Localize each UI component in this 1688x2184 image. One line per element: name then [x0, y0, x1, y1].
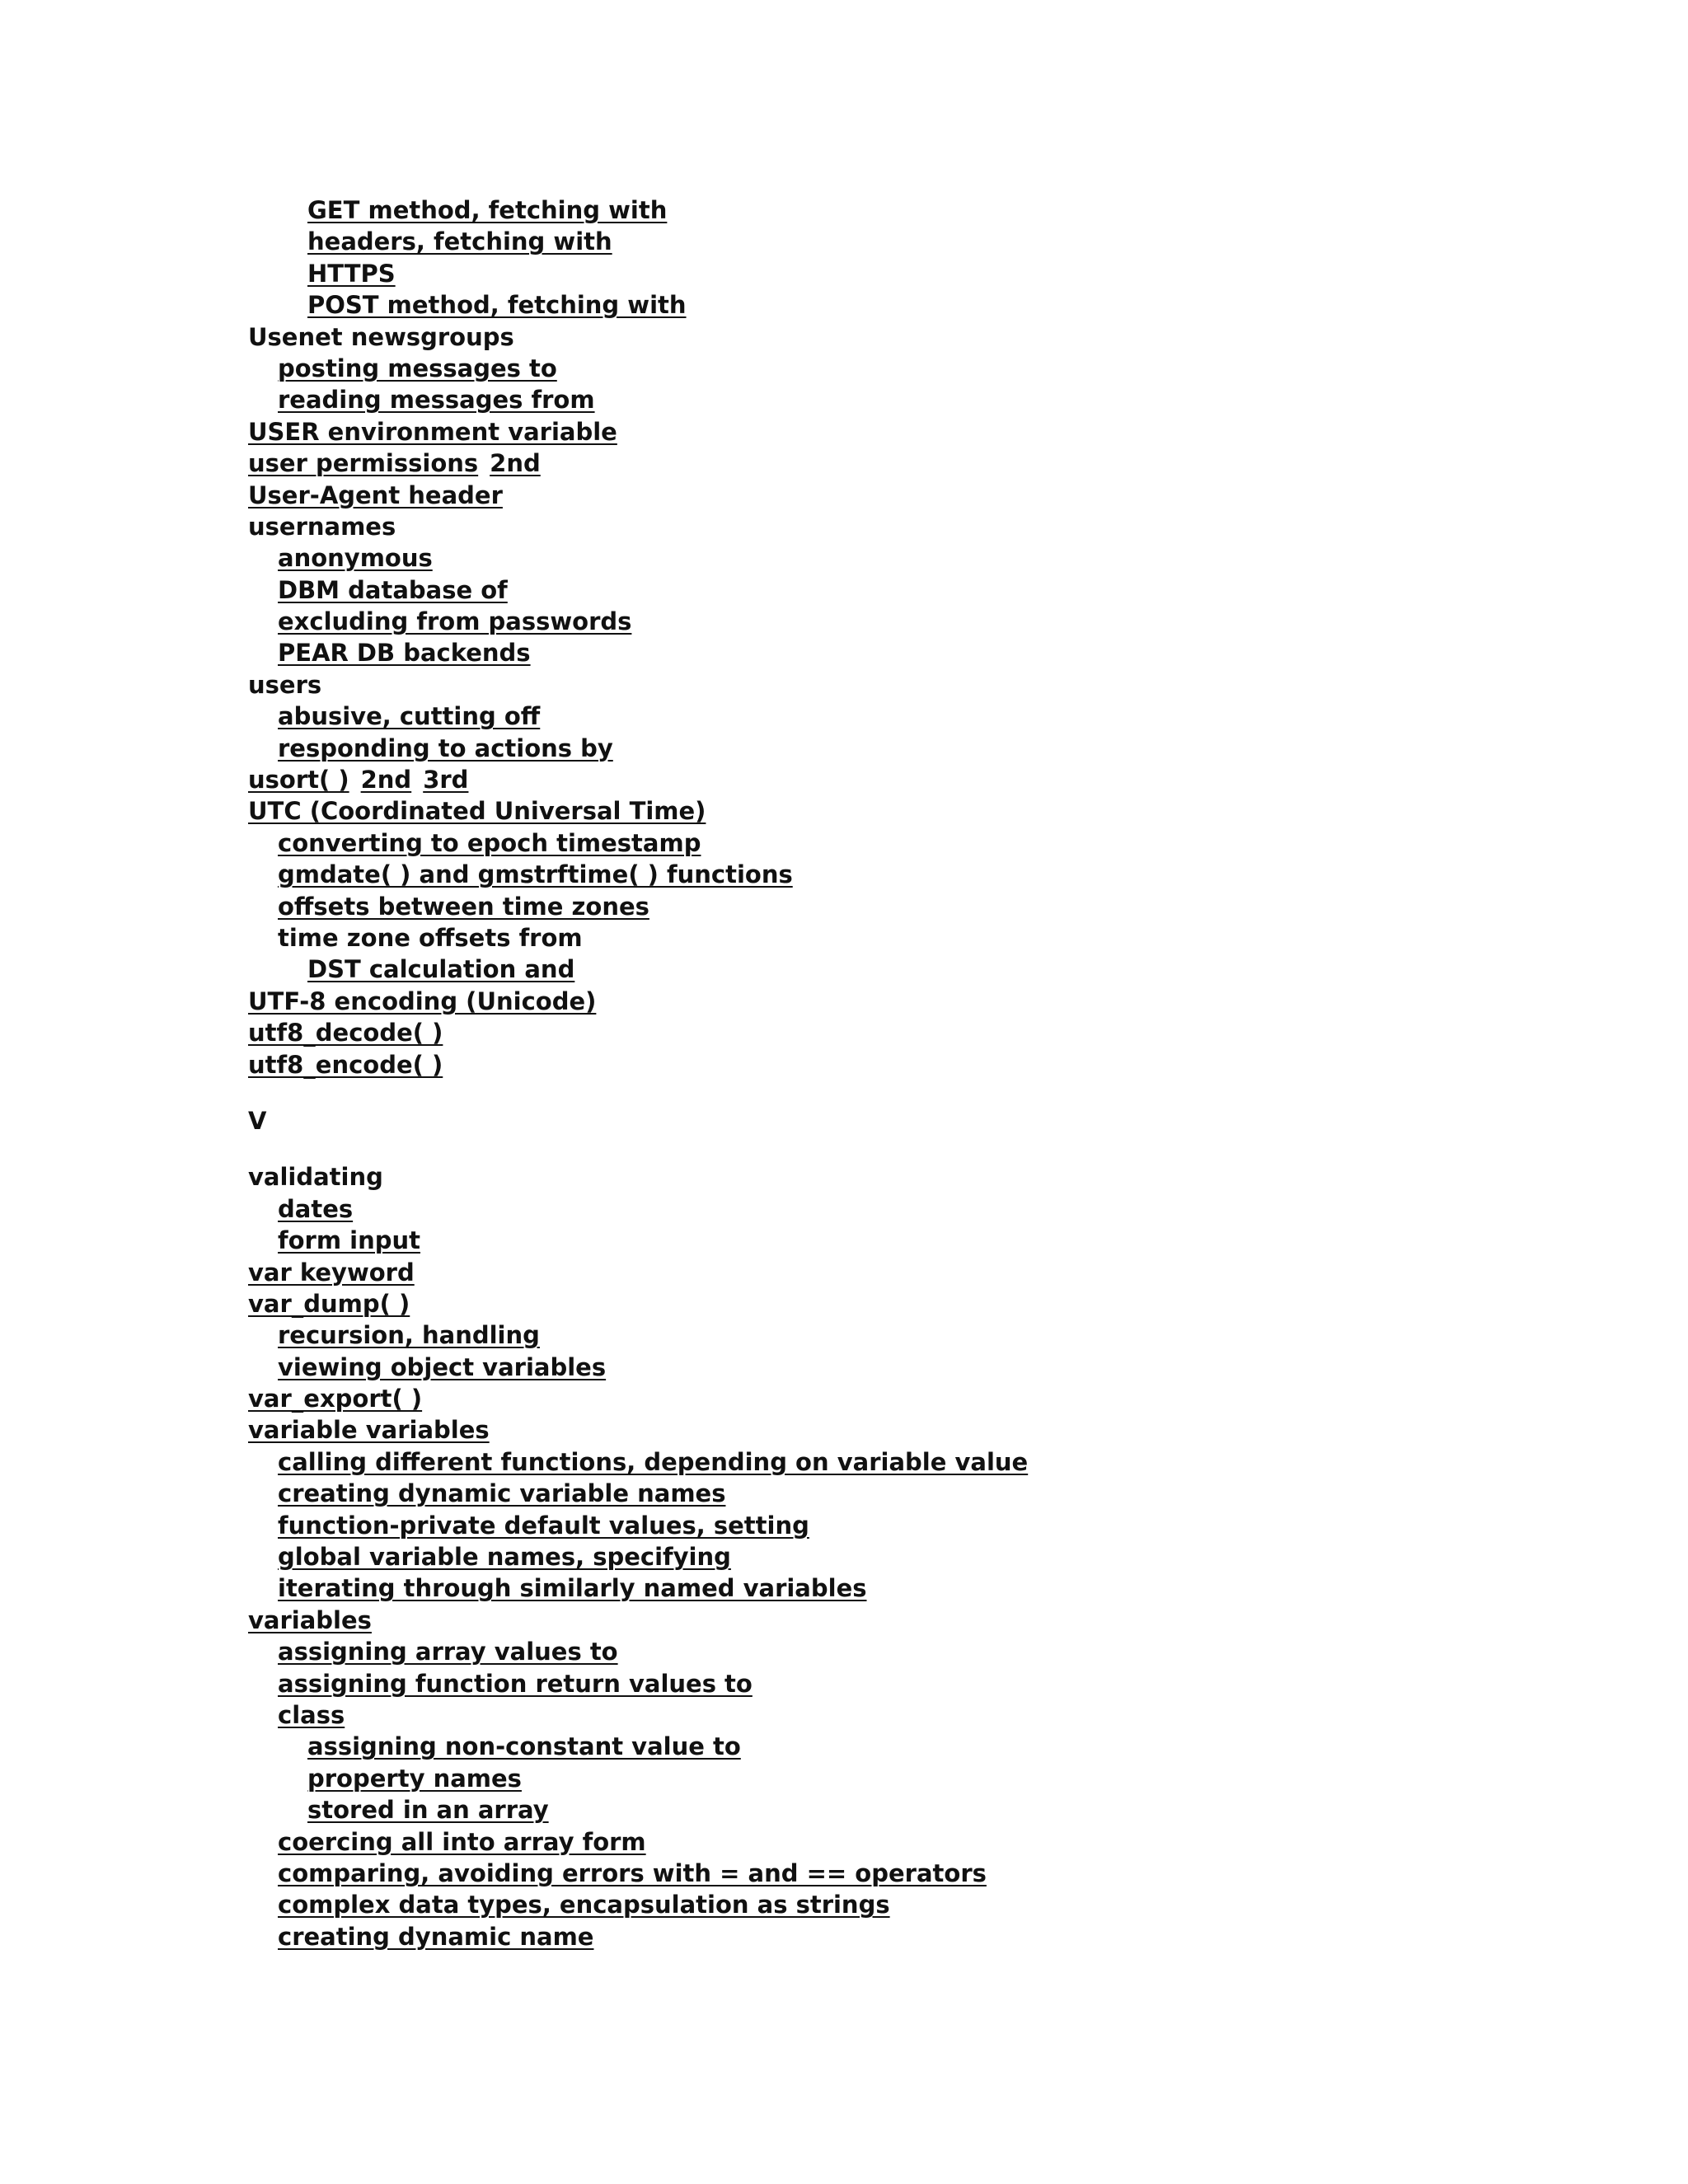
index-entry	[248, 986, 1484, 1017]
index-entry	[248, 606, 1484, 637]
index-entry	[248, 1510, 1484, 1541]
index-entry	[248, 859, 1484, 890]
index-link-dates[interactable]: dates	[278, 1194, 354, 1223]
index-entry	[248, 1668, 1484, 1699]
index-entry	[248, 1541, 1484, 1572]
index-entry	[248, 764, 1484, 795]
index-link-complex-data-types-encapsulation-as-strings[interactable]: complex data types, encapsulation as strings	[278, 1891, 890, 1919]
index-entry	[248, 574, 1484, 606]
index-link-class[interactable]: class	[278, 1700, 345, 1729]
index-link-user-permissions-2nd[interactable]: 2nd	[490, 449, 541, 478]
index-link-reading-messages-from[interactable]: reading messages from	[278, 386, 595, 415]
index-entry	[248, 669, 1484, 701]
index-link-utc-coordinated-universal-time[interactable]: UTC (Coordinated Universal Time)	[248, 797, 706, 826]
index-entry	[248, 1478, 1484, 1509]
index-entry	[248, 954, 1484, 985]
index-entry	[248, 922, 1484, 954]
index-link-usort-2nd[interactable]: 2nd	[360, 766, 412, 794]
index-entry	[248, 637, 1484, 668]
index-entry	[248, 1699, 1484, 1731]
index-entry	[248, 1352, 1484, 1383]
index-entry	[248, 321, 1484, 353]
index-list-u	[248, 194, 1484, 1080]
index-link-assigning-function-return-values-to[interactable]: assigning function return values to	[278, 1669, 753, 1698]
index-entry	[248, 1288, 1484, 1319]
index-link-https[interactable]: HTTPS	[307, 259, 396, 288]
index-list-v	[248, 1161, 1484, 1952]
index-link-comparing-avoiding-errors-with-and-operators[interactable]: comparing, avoiding errors with = and == operators	[278, 1858, 987, 1887]
index-entry	[248, 795, 1484, 827]
index-link-user-permissions[interactable]: user permissions	[248, 449, 479, 478]
index-entry	[248, 448, 1484, 479]
index-entry	[248, 1017, 1484, 1048]
index-term-usenet-newsgroups: Usenet newsgroups	[248, 322, 514, 351]
index-entry	[248, 226, 1484, 257]
index-entry	[248, 1921, 1484, 1952]
index-link-post-method-fetching-with[interactable]: POST method, fetching with	[307, 291, 687, 320]
index-link-variable-variables[interactable]: variable variables	[248, 1416, 490, 1445]
index-entry	[248, 194, 1484, 226]
index-link-excluding-from-passwords[interactable]: excluding from passwords	[278, 607, 632, 636]
index-entry	[248, 701, 1484, 732]
index-entry	[248, 827, 1484, 859]
index-entry	[248, 891, 1484, 922]
index-entry	[248, 1193, 1484, 1225]
index-link-utf8-encode[interactable]: utf8_encode( )	[248, 1050, 443, 1079]
index-entry	[248, 511, 1484, 542]
index-link-var-keyword[interactable]: var keyword	[248, 1258, 415, 1286]
index-link-coercing-all-into-array-form[interactable]: coercing all into array form	[278, 1827, 646, 1856]
index-link-usort-3rd[interactable]: 3rd	[423, 766, 469, 794]
index-link-posting-messages-to[interactable]: posting messages to	[278, 354, 557, 382]
index-entry	[248, 258, 1484, 289]
index-entry	[248, 542, 1484, 574]
index-link-recursion-handling[interactable]: recursion, handling	[278, 1321, 540, 1350]
index-link-user-agent-header[interactable]: User-Agent header	[248, 480, 503, 509]
index-link-iterating-through-similarly-named-variables[interactable]: iterating through similarly named variables	[278, 1574, 867, 1603]
index-link-abusive-cutting-off[interactable]: abusive, cutting off	[278, 702, 541, 731]
index-link-stored-in-an-array[interactable]: stored in an array	[307, 1796, 549, 1825]
index-entry	[248, 1383, 1484, 1414]
index-link-global-variable-names-specifying[interactable]: global variable names, specifying	[278, 1543, 731, 1572]
section-letter-heading: V	[248, 1106, 267, 1135]
index-entry	[248, 1257, 1484, 1288]
index-entry	[248, 480, 1484, 511]
index-link-viewing-object-variables[interactable]: viewing object variables	[278, 1352, 607, 1381]
index-entry	[248, 1826, 1484, 1858]
index-entry	[248, 353, 1484, 384]
index-entry	[248, 416, 1484, 448]
index-link-dst-calculation-and[interactable]: DST calculation and	[307, 955, 575, 984]
index-entry	[248, 1225, 1484, 1256]
index-link-offsets-between-time-zones[interactable]: offsets between time zones	[278, 892, 649, 921]
index-link-creating-dynamic-variable-names[interactable]: creating dynamic variable names	[278, 1479, 726, 1508]
index-term-users: users	[248, 670, 322, 699]
index-entry	[248, 1572, 1484, 1604]
index-entry	[248, 733, 1484, 764]
book-index	[248, 194, 1484, 1952]
index-link-headers-fetching-with[interactable]: headers, fetching with	[307, 227, 612, 256]
index-term-usernames: usernames	[248, 512, 396, 541]
index-term-validating: validating	[248, 1163, 383, 1192]
index-link-var-export[interactable]: var_export( )	[248, 1385, 423, 1413]
index-entry	[248, 1889, 1484, 1920]
index-link-assigning-array-values-to[interactable]: assigning array values to	[278, 1638, 618, 1666]
index-link-get-method-fetching-with[interactable]: GET method, fetching with	[307, 196, 668, 224]
index-link-form-input[interactable]: form input	[278, 1226, 421, 1255]
index-link-dbm-database-of[interactable]: DBM database of	[278, 575, 508, 604]
index-entry	[248, 1049, 1484, 1080]
index-link-pear-db-backends[interactable]: PEAR DB backends	[278, 639, 531, 668]
index-link-gmdate-and-gmstrftime-functions[interactable]: gmdate( ) and gmstrftime( ) functions	[278, 860, 793, 889]
index-link-converting-to-epoch-timestamp[interactable]: converting to epoch timestamp	[278, 828, 701, 857]
index-entry	[248, 1731, 1484, 1762]
index-term-time-zone-offsets-from: time zone offsets from	[278, 923, 583, 952]
index-link-creating-dynamic-name[interactable]: creating dynamic name	[278, 1922, 594, 1951]
index-entry	[248, 1605, 1484, 1636]
index-link-anonymous[interactable]: anonymous	[278, 544, 433, 573]
index-entry	[248, 289, 1484, 321]
index-link-user-environment-variable[interactable]: USER environment variable	[248, 417, 617, 446]
index-link-responding-to-actions-by[interactable]: responding to actions by	[278, 733, 613, 762]
index-entry	[248, 1161, 1484, 1193]
index-link-assigning-non-constant-value-to[interactable]: assigning non-constant value to	[307, 1732, 741, 1761]
index-link-usort[interactable]: usort( )	[248, 766, 349, 794]
index-entry	[248, 1319, 1484, 1351]
index-link-utf8-decode[interactable]: utf8_decode( )	[248, 1019, 443, 1047]
index-entry	[248, 1636, 1484, 1667]
index-link-function-private-default-values-setting[interactable]: function-private default values, setting	[278, 1511, 809, 1540]
index-entry	[248, 1858, 1484, 1889]
index-entry	[248, 1414, 1484, 1446]
index-entry	[248, 1794, 1484, 1825]
index-link-utf-8-encoding-unicode[interactable]: UTF-8 encoding (Unicode)	[248, 987, 597, 1015]
index-link-variables[interactable]: variables	[248, 1605, 372, 1634]
index-entry	[248, 1446, 1484, 1478]
index-entry	[248, 384, 1484, 415]
index-entry	[248, 1763, 1484, 1794]
index-link-property-names[interactable]: property names	[307, 1764, 522, 1793]
index-link-calling-different-functions-depending-on-variable-value[interactable]: calling different functions, depending on variable value	[278, 1447, 1029, 1476]
index-link-var-dump[interactable]: var_dump( )	[248, 1289, 410, 1318]
